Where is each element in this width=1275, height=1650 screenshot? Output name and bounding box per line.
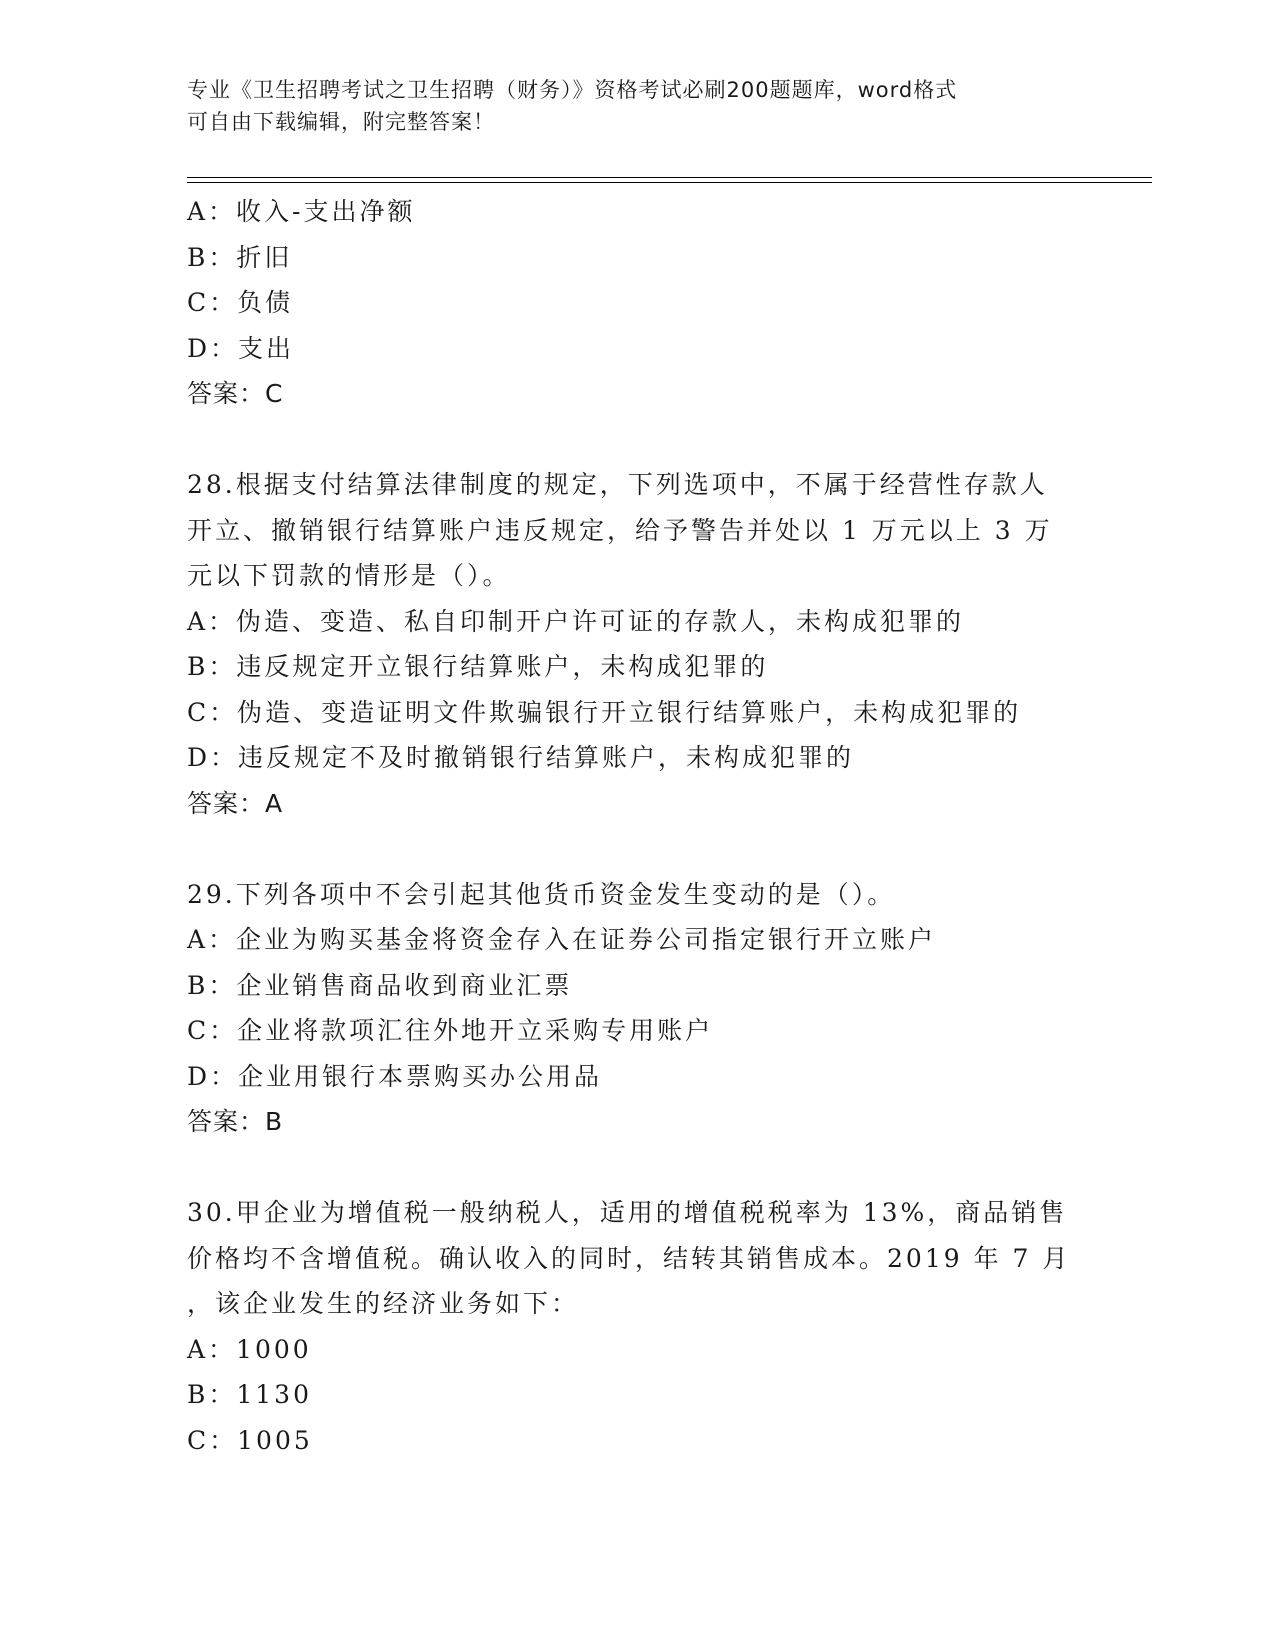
header-divider-second bbox=[187, 182, 1152, 183]
header-line-2: 可自由下载编辑，附完整答案！ bbox=[187, 110, 495, 134]
option-c: C：负债 bbox=[187, 288, 294, 317]
option-a: A：伪造、变造、私自印制开户许可证的存款人，未构成犯罪的 bbox=[187, 606, 965, 636]
document-header bbox=[187, 74, 1067, 138]
question-28 bbox=[187, 462, 1087, 826]
option-d: D：违反规定不及时撤销银行结算账户，未构成犯罪的 bbox=[187, 743, 855, 772]
option-c: C：伪造、变造证明文件欺骗银行开立银行结算账户，未构成犯罪的 bbox=[187, 697, 1022, 727]
option-b: B：违反规定开立银行结算账户，未构成犯罪的 bbox=[187, 652, 769, 681]
header-line-1: 专业《卫生招聘考试之卫生招聘（财务）》资格考试必刷200题题库，word格式 bbox=[187, 78, 958, 102]
option-c: C：企业将款项汇往外地开立采购专用账户 bbox=[187, 1016, 714, 1045]
answer-line: 答案：B bbox=[187, 1107, 284, 1136]
question-27-tail bbox=[187, 189, 1087, 417]
option-d: D：支出 bbox=[187, 333, 295, 363]
question-text-line: 28.根据支付结算法律制度的规定，下列选项中，不属于经营性存款人 bbox=[187, 470, 1048, 499]
question-text-line: 元以下罚款的情形是（）。 bbox=[187, 561, 511, 590]
question-text-line: 29.下列各项中不会引起其他货币资金发生变动的是（）。 bbox=[187, 879, 896, 909]
question-text-line: 价格均不含增值税。确认收入的同时，结转其销售成本。2019 年 7 月 bbox=[187, 1243, 1071, 1273]
question-29 bbox=[187, 872, 1087, 1145]
header-divider bbox=[187, 177, 1152, 178]
option-a: A：企业为购买基金将资金存入在证券公司指定银行开立账户 bbox=[187, 925, 937, 954]
question-30 bbox=[187, 1190, 1087, 1463]
question-text-line: 30.甲企业为增值税一般纳税人，适用的增值税税率为 13%，商品销售 bbox=[187, 1198, 1068, 1227]
question-text-line: 开立、撤销银行结算账户违反规定，给予警告并处以 1 万元以上 3 万 bbox=[187, 515, 1053, 545]
question-text-line: ，该企业发生的经济业务如下： bbox=[187, 1289, 580, 1318]
option-b: B：折旧 bbox=[187, 242, 293, 272]
option-c: C：1005 bbox=[187, 1425, 313, 1455]
option-b: B：1130 bbox=[187, 1380, 312, 1409]
answer-line: 答案：A bbox=[187, 788, 284, 818]
document-body bbox=[187, 189, 1087, 1463]
option-b: B：企业销售商品收到商业汇票 bbox=[187, 970, 573, 1000]
answer-line: 答案：C bbox=[187, 379, 284, 408]
option-a: A：收入-支出净额 bbox=[187, 197, 416, 226]
option-a: A：1000 bbox=[187, 1334, 312, 1364]
option-d: D：企业用银行本票购买办公用品 bbox=[187, 1061, 603, 1091]
